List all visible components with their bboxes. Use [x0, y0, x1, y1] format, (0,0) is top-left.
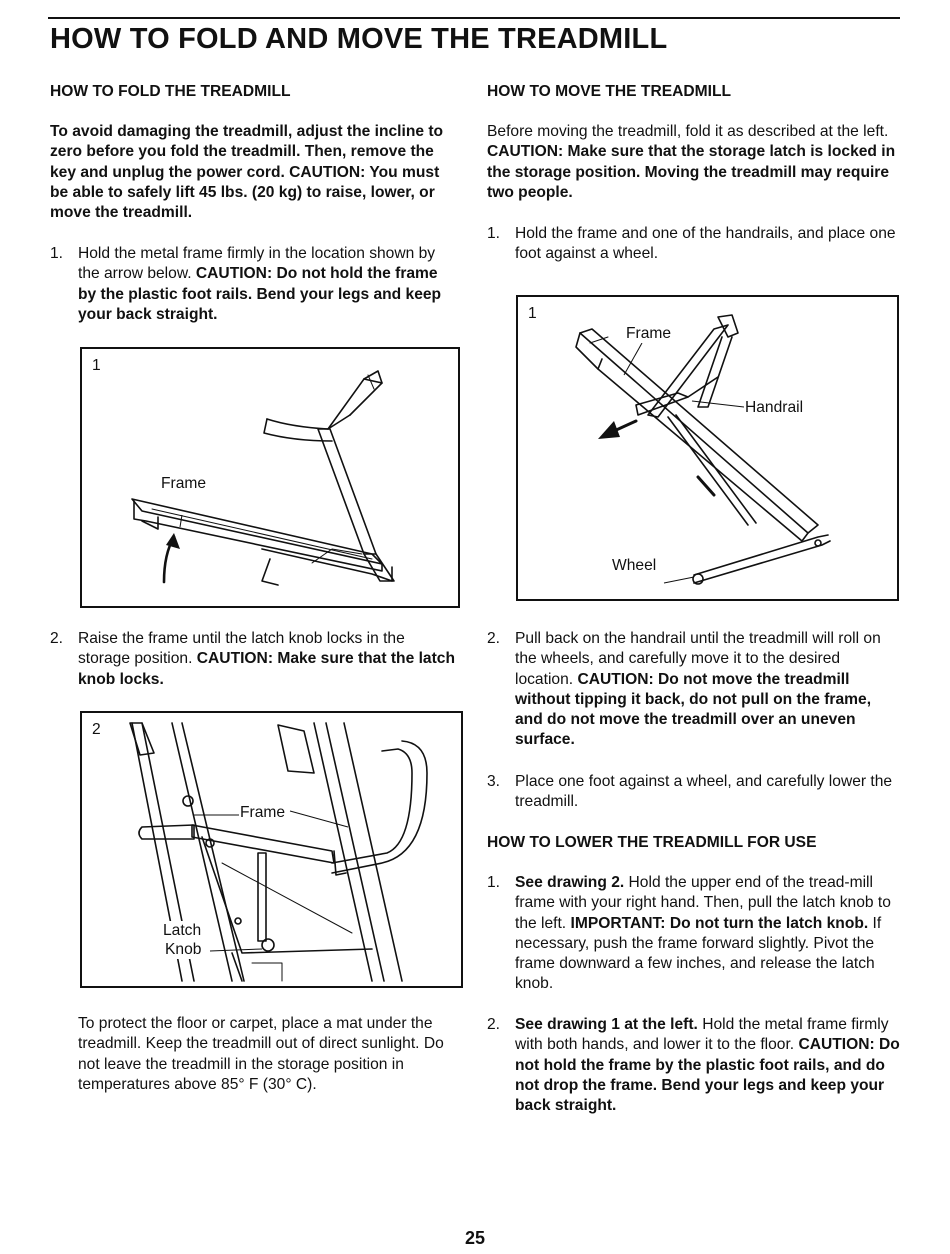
move-step-1: [487, 224, 902, 265]
fold-heading: HOW TO FOLD THE TREADMILL: [50, 83, 291, 100]
fold-intro: To avoid damaging the treadmill, adjust the incline to zero before you fold the treadmill. Then, remove the key and unplug the power cord. CAUTION: You must be able to safely lift 45 lbs. (20 kg) to raise, lower, or move the treadmill.: [50, 123, 444, 222]
fold-figure-1-number: 1: [92, 357, 101, 374]
treadmill-folded-illustration: [518, 297, 897, 599]
latch-knob-detail-illustration: [82, 713, 461, 986]
move-figure-frame-label: Frame: [626, 325, 672, 342]
lower-step-1-important: IMPORTANT: Do not turn the latch knob.: [570, 914, 869, 932]
fold-step-2-text: [78, 629, 455, 690]
lower-step-1: [487, 873, 902, 995]
move-step-1-text: Hold the frame and one of the handrails, and place one foot against a wheel.: [515, 225, 896, 263]
move-figure-1-number: 1: [528, 305, 537, 322]
fold-step-1-caution: CAUTION: Do not hold the frame by the plastic foot rails. Bend your legs and keep your back straight.: [78, 265, 442, 323]
move-step-2-instruction: Pull back on the handrail until the treadmill will roll on the wheels, and carefully move it to the desired location.: [515, 630, 881, 688]
treadmill-upright-illustration: [82, 349, 458, 606]
lower-step-2-number: 2.: [487, 1016, 501, 1033]
fold-step-1-text: [78, 244, 455, 325]
move-heading: HOW TO MOVE THE TREADMILL: [487, 83, 732, 100]
fold-figure-2: [80, 711, 463, 988]
fold-figure-2-frame-label: Frame: [240, 804, 286, 821]
move-step-1-number: 1.: [487, 225, 501, 242]
lower-step-1-text: [515, 873, 902, 995]
move-figure-handrail-label: Handrail: [745, 399, 804, 416]
move-step-3-text: Place one foot against a wheel, and carefully lower the treadmill.: [515, 773, 893, 811]
lower-step-2-caution: CAUTION: Do not hold the frame by the plastic foot rails, and do not drop the frame. Bend your legs and keep your back straight.: [515, 1036, 900, 1115]
lower-heading: HOW TO LOWER THE TREADMILL FOR USE: [487, 834, 817, 851]
move-step-3-number: 3.: [487, 773, 501, 790]
fold-step-1-instruction: Hold the metal frame firmly in the location shown by the arrow below.: [78, 245, 436, 283]
fold-step-1-number: 1.: [50, 245, 64, 262]
lower-step-2-text: [515, 1015, 902, 1116]
lower-step-1-instruction-2: If necessary, push the frame forward slightly. Pivot the frame downward a few inches, and release the latch knob.: [515, 914, 882, 993]
move-column: [487, 82, 907, 263]
move-step-2-number: 2.: [487, 630, 501, 647]
move-intro-caution: CAUTION: Make sure that the storage latch is locked in the storage position. Moving the treadmill may require two people.: [487, 143, 896, 201]
move-step-3: [487, 772, 902, 813]
top-rule: [48, 17, 900, 19]
lower-step-1-instruction: Hold the upper end of the tread-mill frame with your right hand. Then, pull the latch knob to the left.: [515, 874, 891, 932]
fold-figure-1: [80, 347, 460, 608]
move-intro: [487, 122, 902, 203]
page-number: 25: [464, 1228, 486, 1248]
move-step-2-caution: CAUTION: Do not move the treadmill without tipping it back, do not pull on the frame, and do not move the treadmill over an uneven surface.: [515, 670, 872, 749]
fold-step-1: [50, 244, 455, 325]
lower-step-2-ref: See drawing 1 at the left.: [515, 1016, 698, 1033]
move-figure-wheel-label: Wheel: [612, 557, 657, 574]
fold-figure-1-frame-label: Frame: [161, 475, 207, 492]
move-figure-1: [516, 295, 899, 601]
lower-step-2: [487, 1015, 902, 1116]
move-step-2-text: [515, 629, 902, 751]
fold-column: [50, 82, 455, 323]
move-step-2: [487, 629, 902, 751]
fold-note: To protect the floor or carpet, place a mat under the treadmill. Keep the treadmill out of direct sunlight. Do not leave the treadmill in the storage position in temperatures above 85° F (30° C).: [78, 1015, 444, 1093]
move-intro-text: Before moving the treadmill, fold it as described at the left.: [487, 123, 889, 140]
fold-figure-2-knob-label: Knob: [165, 941, 202, 958]
fold-step-2: [50, 629, 455, 690]
fold-figure-2-latch-label: Latch: [163, 922, 202, 939]
lower-step-2-instruction: Hold the metal frame firmly with both hands, and lower it to the floor.: [515, 1016, 889, 1054]
fold-step-2-number: 2.: [50, 630, 64, 647]
fold-step-2-caution: CAUTION: Make sure that the latch knob locks.: [78, 650, 455, 688]
lower-step-1-number: 1.: [487, 874, 501, 891]
fold-step-2-instruction: Raise the frame until the latch knob locks in the storage position.: [78, 630, 405, 668]
page-title: HOW TO FOLD AND MOVE THE TREADMILL: [50, 23, 668, 55]
fold-figure-2-number: 2: [92, 721, 101, 738]
lower-step-1-ref: See drawing 2.: [515, 874, 625, 891]
